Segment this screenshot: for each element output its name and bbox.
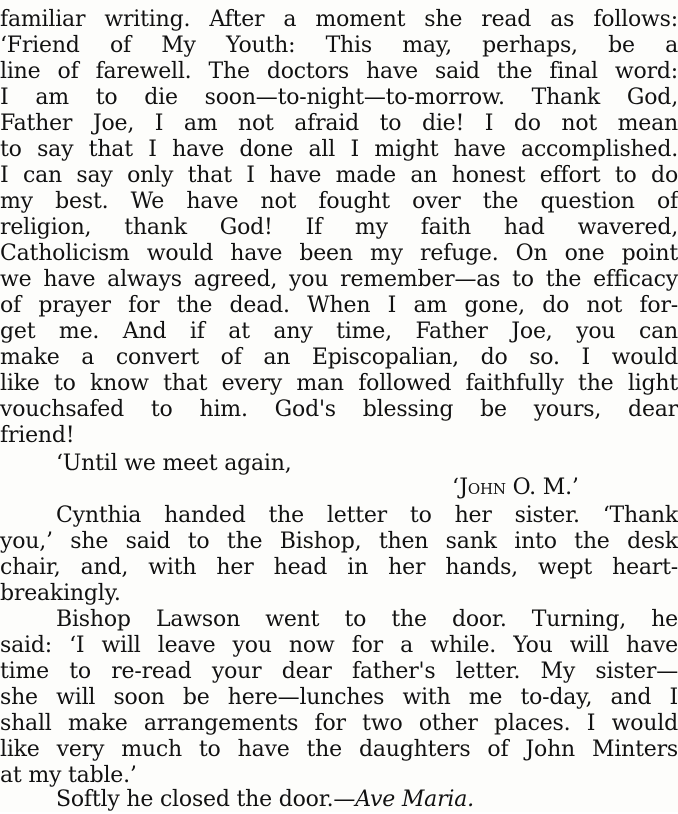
text-line: said: ‘I will leave you now for a while. You will have (0, 633, 678, 658)
text-line: familiar writing. After a moment she read as follows: (0, 7, 678, 32)
signature-line: ‘John O. M.’ (452, 475, 579, 500)
text-line: I am to die soon—to-night—to-morrow. Thank God, (0, 85, 678, 110)
final-line (56, 786, 656, 814)
text-line: chair, and, with her head in her hands, wept heart- (0, 555, 678, 580)
text-line: line of farewell. The doctors have said the final word: (0, 59, 678, 84)
text-line: you,’ she said to the Bishop, then sank into the desk (0, 529, 678, 554)
text-line: Bishop Lawson went to the door. Turning, he (56, 607, 678, 632)
text-line: Catholicism would have been my refuge. On one point (0, 241, 678, 266)
text-line: shall make arrangements for two other places. I would (0, 711, 678, 736)
text-line: Cynthia handed the letter to her sister. ‘Thank (56, 503, 678, 528)
text-line: of prayer for the dead. When I am gone, do not for- (0, 293, 678, 318)
text-line: breakingly. (0, 581, 121, 606)
text-line: make a convert of an Episcopalian, do so. I would (0, 345, 678, 370)
text-line: like to know that every man followed faithfully the light (0, 371, 678, 396)
text-line: at my table.’ (0, 763, 137, 788)
text-line: time to re-read your dear father's letter. My sister— (0, 659, 678, 684)
source-attribution: Ave Maria. (355, 787, 474, 812)
text-line: religion, thank God! If my faith had wavered, (0, 215, 678, 240)
text-line: friend! (0, 423, 75, 448)
text-line: get me. And if at any time, Father Joe, you can (0, 319, 678, 344)
text-line: Father Joe, I am not afraid to die! I do not mean (0, 111, 678, 136)
text-line: ‘Friend of My Youth: This may, perhaps, be a (0, 33, 678, 58)
text-line: my best. We have not fought over the question of (0, 189, 678, 214)
text-line: we have always agreed, you remember—as to the efficacy (0, 267, 678, 292)
text-line: vouchsafed to him. God's blessing be yours, dear (0, 397, 678, 422)
text-line: she will soon be here—lunches with me to-day, and I (0, 685, 678, 710)
final-line-text: Softly he closed the door.— (56, 787, 356, 812)
closing-line: ‘Until we meet again, (56, 451, 292, 476)
text-line: to say that I have done all I might have accomplished. (0, 137, 678, 162)
text-line: I can say only that I have made an honest effort to do (0, 163, 678, 188)
text-line: like very much to have the daughters of John Minters (0, 737, 678, 762)
